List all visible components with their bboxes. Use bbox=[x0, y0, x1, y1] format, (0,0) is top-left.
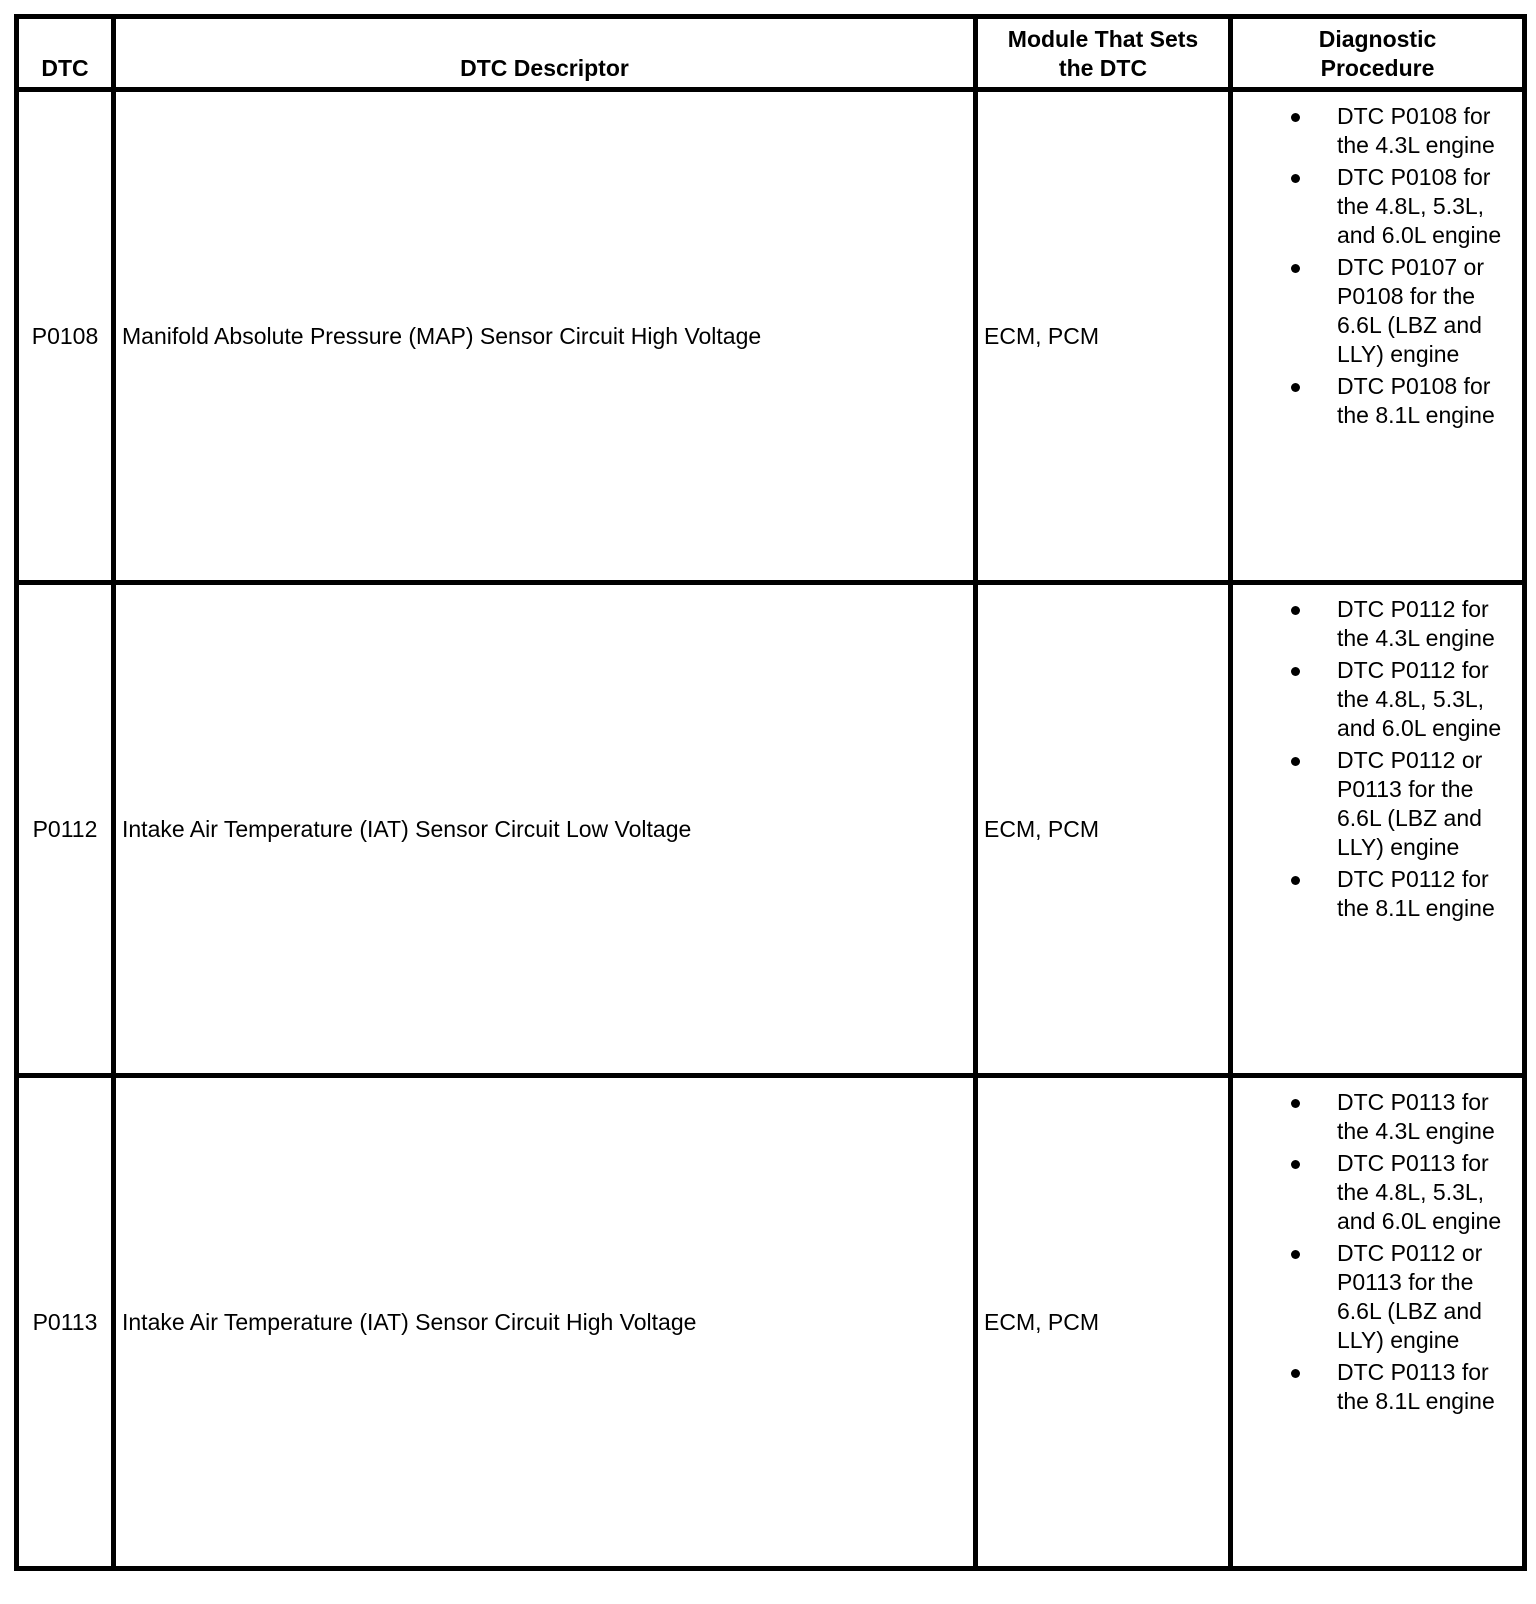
procedure-list-item[interactable] bbox=[1233, 865, 1514, 923]
header-row bbox=[17, 17, 1525, 90]
procedure-link[interactable]: DTC P0107 or P0108 for the 6.6L (LBZ and LLY) engine bbox=[1337, 254, 1485, 367]
bullet-icon bbox=[1291, 1369, 1300, 1378]
procedure-list-item[interactable] bbox=[1233, 163, 1514, 250]
procedure-link[interactable]: DTC P0113 for the 4.3L engine bbox=[1337, 1089, 1495, 1144]
procedure-link[interactable]: DTC P0108 for the 8.1L engine bbox=[1337, 373, 1495, 428]
table-body bbox=[17, 90, 1525, 1569]
procedure-link[interactable]: DTC P0112 or P0113 for the 6.6L (LBZ and LLY) engine bbox=[1337, 747, 1483, 860]
module-cell: ECM, PCM bbox=[976, 583, 1231, 1076]
header-module bbox=[976, 17, 1231, 90]
procedure-link[interactable]: DTC P0108 for the 4.3L engine bbox=[1337, 103, 1495, 158]
header-procedure-line2: Procedure bbox=[1320, 55, 1435, 81]
procedure-list-item[interactable] bbox=[1233, 1149, 1514, 1236]
procedure-list-item[interactable] bbox=[1233, 1239, 1514, 1355]
header-module-line1: Module That Sets bbox=[1007, 26, 1199, 52]
table-row bbox=[17, 583, 1525, 1076]
dtc-descriptor-cell: Intake Air Temperature (IAT) Sensor Circuit High Voltage bbox=[114, 1076, 976, 1569]
header-module-line2: the DTC bbox=[1058, 55, 1148, 81]
procedure-list-item[interactable] bbox=[1233, 656, 1514, 743]
dtc-code-cell: P0112 bbox=[17, 583, 114, 1076]
procedure-link[interactable]: DTC P0113 for the 8.1L engine bbox=[1337, 1359, 1495, 1414]
table-header bbox=[17, 17, 1525, 90]
procedure-link[interactable]: DTC P0112 or P0113 for the 6.6L (LBZ and LLY) engine bbox=[1337, 1240, 1483, 1353]
procedure-list bbox=[1233, 585, 1522, 923]
procedure-list-item[interactable] bbox=[1233, 372, 1514, 430]
table-row bbox=[17, 1076, 1525, 1569]
dtc-code-cell: P0108 bbox=[17, 90, 114, 583]
bullet-icon bbox=[1291, 174, 1300, 183]
bullet-icon bbox=[1291, 264, 1300, 273]
procedure-cell bbox=[1231, 583, 1525, 1076]
header-descriptor-label: DTC Descriptor bbox=[460, 55, 629, 81]
bullet-icon bbox=[1291, 1099, 1300, 1108]
header-descriptor bbox=[114, 17, 976, 90]
procedure-link[interactable]: DTC P0112 for the 8.1L engine bbox=[1337, 866, 1495, 921]
dtc-descriptor-cell: Intake Air Temperature (IAT) Sensor Circuit Low Voltage bbox=[114, 583, 976, 1076]
bullet-icon bbox=[1291, 1250, 1300, 1259]
procedure-list bbox=[1233, 92, 1522, 430]
bullet-icon bbox=[1291, 757, 1300, 766]
dtc-code-cell: P0113 bbox=[17, 1076, 114, 1569]
procedure-link[interactable]: DTC P0113 for the 4.8L, 5.3L, and 6.0L engine bbox=[1337, 1150, 1502, 1234]
bullet-icon bbox=[1291, 113, 1300, 122]
procedure-link[interactable]: DTC P0108 for the 4.8L, 5.3L, and 6.0L engine bbox=[1337, 164, 1502, 248]
bullet-icon bbox=[1291, 667, 1300, 676]
procedure-list-item[interactable] bbox=[1233, 102, 1514, 160]
procedure-link[interactable]: DTC P0112 for the 4.8L, 5.3L, and 6.0L engine bbox=[1337, 657, 1502, 741]
header-dtc-label: DTC bbox=[41, 55, 89, 81]
dtc-table bbox=[14, 14, 1527, 1571]
procedure-link[interactable]: DTC P0112 for the 4.3L engine bbox=[1337, 596, 1495, 651]
table-row bbox=[17, 90, 1525, 583]
module-cell: ECM, PCM bbox=[976, 1076, 1231, 1569]
procedure-list-item[interactable] bbox=[1233, 595, 1514, 653]
procedure-cell bbox=[1231, 1076, 1525, 1569]
header-procedure-line1: Diagnostic bbox=[1318, 26, 1437, 52]
procedure-list bbox=[1233, 1078, 1522, 1416]
procedure-list-item[interactable] bbox=[1233, 253, 1514, 369]
bullet-icon bbox=[1291, 606, 1300, 615]
bullet-icon bbox=[1291, 876, 1300, 885]
header-dtc bbox=[17, 17, 114, 90]
dtc-descriptor-cell: Manifold Absolute Pressure (MAP) Sensor Circuit High Voltage bbox=[114, 90, 976, 583]
procedure-list-item[interactable] bbox=[1233, 746, 1514, 862]
procedure-list-item[interactable] bbox=[1233, 1088, 1514, 1146]
module-cell: ECM, PCM bbox=[976, 90, 1231, 583]
procedure-cell bbox=[1231, 90, 1525, 583]
header-procedure bbox=[1231, 17, 1525, 90]
procedure-list-item[interactable] bbox=[1233, 1358, 1514, 1416]
bullet-icon bbox=[1291, 1160, 1300, 1169]
bullet-icon bbox=[1291, 383, 1300, 392]
